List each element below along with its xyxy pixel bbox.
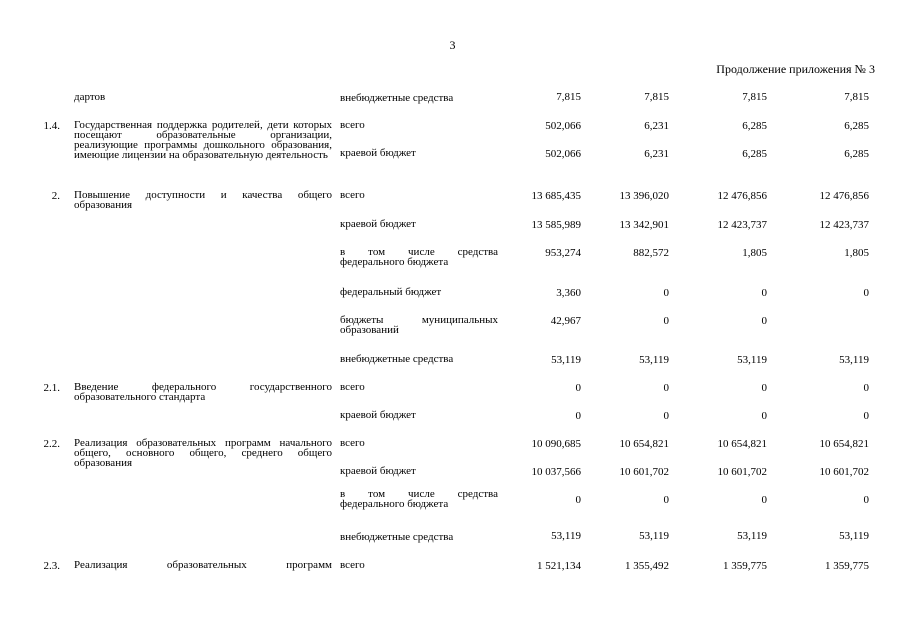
- row-funding-source: федеральный бюджет: [340, 286, 442, 298]
- row-value-3: 10 601,702: [717, 466, 767, 478]
- row-value-3: 0: [761, 410, 767, 422]
- row-value-4: 10 601,702: [819, 466, 869, 478]
- row-funding-source: внебюджетные средства: [340, 92, 454, 104]
- row-description: дартов: [74, 91, 106, 103]
- row-value-3: 1,805: [742, 247, 767, 259]
- row-value-1: 0: [575, 382, 581, 394]
- row-funding-source: краевой бюджет: [340, 465, 416, 477]
- row-funding-source: в том числе средства федерального бюджета: [340, 246, 498, 268]
- row-value-1: 953,274: [545, 247, 581, 259]
- row-value-1: 1 521,134: [537, 560, 581, 572]
- row-value-2: 10 654,821: [619, 438, 669, 450]
- row-value-1: 10 037,566: [531, 466, 581, 478]
- row-value-3: 12 423,737: [717, 219, 767, 231]
- row-value-2: 53,119: [639, 530, 669, 542]
- row-value-2: 10 601,702: [619, 466, 669, 478]
- row-value-1: 502,066: [545, 148, 581, 160]
- row-value-3: 0: [761, 287, 767, 299]
- row-value-2: 1 355,492: [625, 560, 669, 572]
- row-value-2: 0: [663, 287, 669, 299]
- row-value-1: 502,066: [545, 120, 581, 132]
- row-funding-source: всего: [340, 437, 365, 449]
- row-value-1: 10 090,685: [531, 438, 581, 450]
- row-value-1: 7,815: [556, 91, 581, 103]
- row-value-2: 0: [663, 382, 669, 394]
- row-funding-source: краевой бюджет: [340, 147, 416, 159]
- row-value-3: 53,119: [737, 354, 767, 366]
- row-value-4: 1,805: [844, 247, 869, 259]
- row-funding-source: внебюджетные средства: [340, 353, 454, 365]
- row-value-4: 6,285: [844, 148, 869, 160]
- row-funding-source: всего: [340, 189, 365, 201]
- row-value-3: 53,119: [737, 530, 767, 542]
- row-description: Государственная поддержка родителей, дети которых посещают образовательные организации, реализующие программы дошкольного образования, имеющие лицензии на образовательную деятельность: [74, 119, 332, 161]
- continuation-label: Продолжение приложения № 3: [716, 62, 875, 76]
- row-number: 1.4.: [43, 120, 60, 132]
- row-description: Введение федерального государственного образовательного стандарта: [74, 381, 332, 403]
- row-value-3: 0: [761, 382, 767, 394]
- row-value-2: 6,231: [644, 120, 669, 132]
- row-value-1: 42,967: [550, 315, 581, 327]
- row-value-2: 53,119: [639, 354, 669, 366]
- row-funding-source: всего: [340, 119, 365, 131]
- row-value-3: 12 476,856: [717, 190, 767, 202]
- row-value-2: 0: [663, 410, 669, 422]
- row-value-3: 6,285: [742, 148, 767, 160]
- row-description: Реализация образовательных программ: [74, 559, 332, 571]
- row-value-3: 0: [761, 494, 767, 506]
- row-description: Повышение доступности и качества общего образования: [74, 189, 332, 211]
- row-value-2: 0: [663, 494, 669, 506]
- row-value-1: 53,119: [551, 530, 581, 542]
- row-funding-source: внебюджетные средства: [340, 531, 454, 543]
- row-value-4: 10 654,821: [819, 438, 869, 450]
- row-value-4: 0: [863, 287, 869, 299]
- row-value-3: 7,815: [742, 91, 767, 103]
- row-value-4: 6,285: [844, 120, 869, 132]
- row-value-1: 13 685,435: [531, 190, 581, 202]
- row-value-4: 0: [863, 410, 869, 422]
- row-value-1: 0: [575, 494, 581, 506]
- row-value-2: 13 342,901: [619, 219, 669, 231]
- row-value-1: 0: [575, 410, 581, 422]
- row-value-4: 53,119: [839, 530, 869, 542]
- row-value-3: 10 654,821: [717, 438, 767, 450]
- row-value-3: 6,285: [742, 120, 767, 132]
- row-value-4: 7,815: [844, 91, 869, 103]
- row-value-2: 882,572: [633, 247, 669, 259]
- row-number: 2.2.: [43, 438, 60, 450]
- row-funding-source: всего: [340, 381, 365, 393]
- row-funding-source: бюджеты муниципальных образований: [340, 314, 498, 336]
- row-number: 2.3.: [43, 560, 60, 572]
- row-number: 2.1.: [43, 382, 60, 394]
- row-value-2: 6,231: [644, 148, 669, 160]
- row-value-4: 0: [863, 494, 869, 506]
- row-value-1: 3,360: [556, 287, 581, 299]
- row-value-2: 0: [663, 315, 669, 327]
- row-value-2: 13 396,020: [619, 190, 669, 202]
- row-funding-source: краевой бюджет: [340, 409, 416, 421]
- row-funding-source: краевой бюджет: [340, 218, 416, 230]
- row-number: 2.: [51, 190, 60, 202]
- row-value-4: 12 476,856: [819, 190, 869, 202]
- row-value-4: 1 359,775: [825, 560, 869, 572]
- row-value-4: 53,119: [839, 354, 869, 366]
- row-value-1: 53,119: [551, 354, 581, 366]
- row-value-2: 7,815: [644, 91, 669, 103]
- page-number: 3: [449, 38, 456, 52]
- row-value-1: 13 585,989: [531, 219, 581, 231]
- row-funding-source: всего: [340, 559, 365, 571]
- row-value-3: 0: [761, 315, 767, 327]
- row-funding-source: в том числе средства федерального бюджета: [340, 488, 498, 510]
- row-value-4: 12 423,737: [819, 219, 869, 231]
- row-description: Реализация образовательных программ начального общего, основного общего, среднего общего образования: [74, 437, 332, 469]
- row-value-4: 0: [863, 382, 869, 394]
- row-value-3: 1 359,775: [723, 560, 767, 572]
